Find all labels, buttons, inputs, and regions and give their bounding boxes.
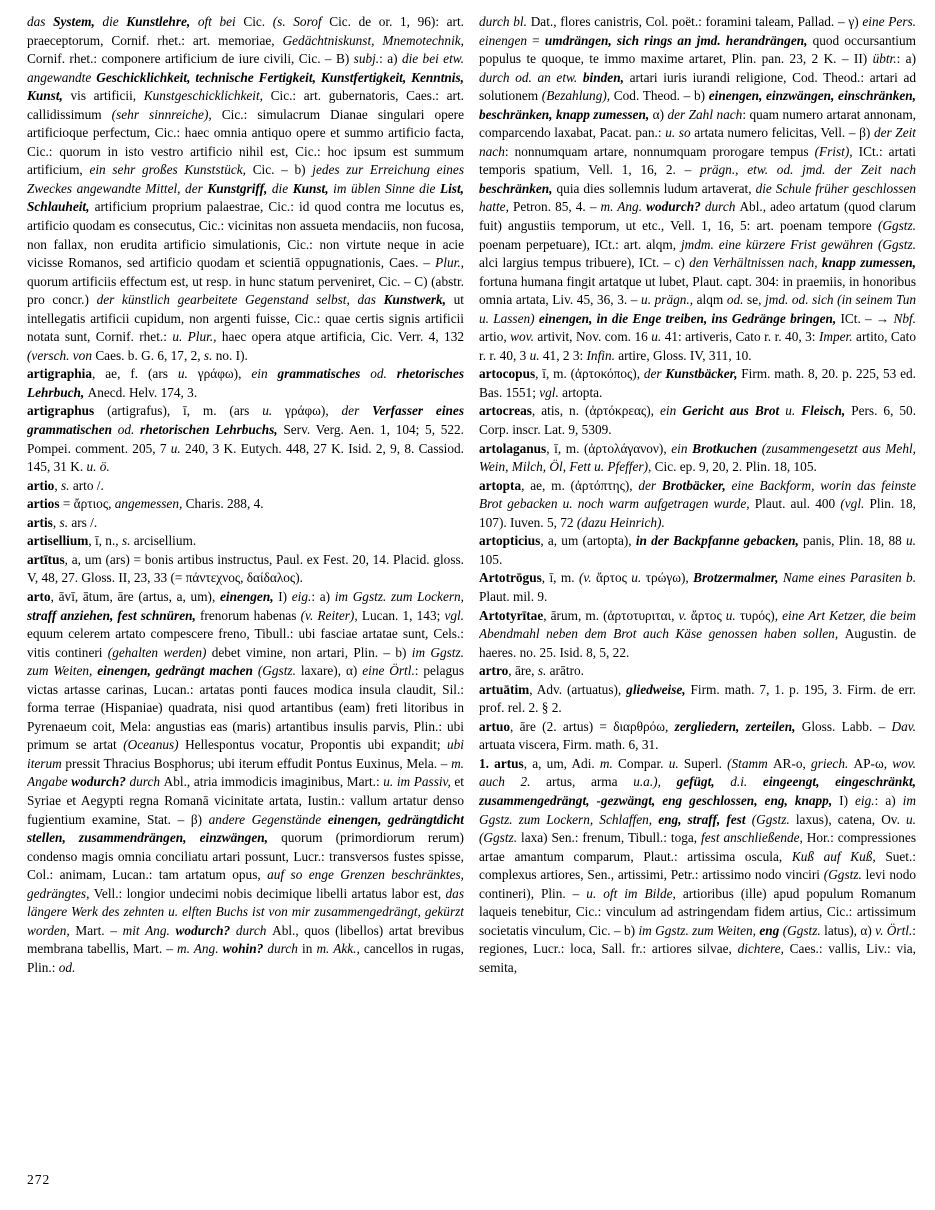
entry-artro: artro, āre, s. arātro. bbox=[479, 663, 584, 679]
entry-1-artus: 1. artus, a, um, Adi. m. Compar. u. Superl. (Stamm AR-o, griech. AP-ω, wov. auch 2. artus, arma u.a.), gefügt, d.i. eingeengt, eingeschränkt, zusammengedrängt, -gezwängt, eng geschlossen, eng, knapp, I) eig.: a) im Ggstz. zum Lockern, Schlaffen, eng, straff, fest (Ggstz. laxus), catena, Ov. u. (Ggstz. laxa) Sen.: frenum, Tibull.: toga, fest anschließende, Hor.: compressiones artae amantum comparum, Plaut.: artissima oscula, Kuß auf Kuß, Suet.: complexus artiores, Sen., artissimi, Petr.: artissimo nodo vinciri (Ggstz. levi nodo contineri), Plin. – u. oft im Bilde, artioribus (ille) apud populum Romanum laqueis tenebitur, Cic.: vinculum ad astringendam fidem artius, Cic.: artissimum societatis vinculum, Cic. – b) im Ggstz. zum Weiten, eng (Ggstz. latus), α) v. Örtl.: regiones, Lucr.: loca, Sall. fr.: artiores silvae, dichtere, Caes.: vallis, Liv.: via, semita, bbox=[479, 755, 916, 975]
entry-artuatim: artuātim, Adv. (artuatus), gliedweise, Firm. math. 7, 1. p. 195, 3. Firm. de err. prof. rel. 2. § 2. bbox=[479, 681, 916, 716]
entry-arto-continuation: durch bl. Dat., flores canistris, Col. poët.: foramini taleam, Pallad. – γ) eine Pers. einengen = umdrängen, sich rings an jmd. herandrängen, quod occursantium populus te quoque, te immo maxime artaret, Plin. pan. 23, 2 K. – II) übtr.: a) durch od. an etw. binden, artari iuris iurandi religione, Cod. Theod.: artari ad solutionem (Bezahlung), Cod. Theod. – b) einengen, einzwängen, einschränken, beschränken, knapp zumessen, α) der Zahl nach: quam numero artarat annonam, comparcendo laxabat, Pacat. pan.: u. so artata numero felicitas, Vell. – β) der Zeit nach: nonnumquam artare, nonnumquam prorogare tempus (Frist), ICt.: artati temporis spatium, Vell. 1, 16, 2. – prägn., etw. od. jmd. der Zeit nach beschränken, quia dies sollemnis ludum artaverat, die Schule früher geschlossen hatte, Petron. 85, 4. – m. Ang. wodurch? durch Abl., adeo artatum (quod clarum fuit) angustiis temporum, ut etc., Vell. 1, 16, 5: art. poenam tempore (Ggstz. poenam perpetuare), ICt.: art. alqm, jmdm. eine kürzere Frist gewähren (Ggstz. alci largius tempus tribuere), ICt. – c) den Verhältnissen nach, knapp zumessen, fortuna humana fingit artatque ut lubet, Plaut. capt. 304: in praemiis, in honoribus omnia artata, Liv. 45, 36, 3. – u. prägn., alqm od. se, jmd. od. sich (in seinem Tun u. Lassen) einengen, in die Enge treiben, ins Gedränge bringen, ICt. – → Nbf. artio, wov. artivit, Nov. com. 16 u. 41: artiveris, Cato r. r. 40, 3: Imper. artito, Cato r. r. 40, 3 u. 41, 2 3: Infin. artire, Gloss. IV, 311, 10. bbox=[479, 14, 916, 363]
entry-artopticius: artopticius, a, um (artopta), in der Backpfanne gebacken, panis, Plin. 18, 88 u. 105. bbox=[479, 533, 916, 567]
entry-artotyritae: Artotyrītae, ārum, m. (ἀρτοτυριται, v. ἄρτος u. τυρός), eine Art Ketzer, die beim Abendmahl neben dem Brot auch Käse genossen haben sollen, Augustin. de haeres. no. 25. Isid. 8, 5, 22. bbox=[479, 607, 916, 660]
page-number: 272 bbox=[27, 1172, 51, 1187]
entry-artuo: artuo, āre (2. artus) = διαρθρόω, zergliedern, zerteilen, Gloss. Labb. – Dav. artuata viscera, Firm. math. 6, 31. bbox=[479, 718, 916, 753]
entry-artios: artios = ἄρτιος, angemessen, Charis. 288, 4. bbox=[27, 496, 264, 512]
entry-artitus: artītus, a, um (ars) = bonis artibus instructus, Paul. ex Fest. 20, 14. Placid. gloss. V, 48, 27. Gloss. II, 23, 33 (= πάντεχνος, δαίδαλος). bbox=[27, 551, 464, 586]
entry-artio: artio, s. arto /. bbox=[27, 477, 104, 493]
entry-artotrogus: Artotrōgus, ī, m. (v. ἄρτος u. τρώγω), Brotzermalmer, Name eines Parasiten b. Plaut. mil. 9. bbox=[479, 570, 916, 604]
entry-artopta: artopta, ae, m. (ἀρτόπτης), der Brotbäcker, eine Backform, worin das feinste Brot gebacken u. noch warm aufgetragen wurde, Plaut. aul. 400 (vgl. Plin. 18, 107). Iuven. 5, 72 (dazu Heinrich). bbox=[479, 477, 916, 530]
entry-arto: arto, āvī, ātum, āre (artus, a, um), einengen, I) eig.: a) im Ggstz. zum Lockern, straff anziehen, fest schnüren, frenorum habenas (v. Reiter), Lucan. 1, 143; vgl. equum celerem artato compescere freno, Tibull.: ubi fasciae artatae sunt, Cels.: vitis contineri (gehalten werden) debet vimine, non artari, Plin. – b) im Ggstz. zum Weiten, einengen, gedrängt machen (Ggstz. laxare), α) eine Örtl.: pelagus victas artasse carinas, Lucan.: artatas ponti fauces modica insula claudit, Sil.: forma terrae (Hispaniae) quadrata, nisi quod artantibus (eam) freti litoribus in Pyrenaeum coit, Mela: angustias eas (maris) artantibus insulis parvis, Plin.: ubi primum se artat (Oceanus) Hellespontus vocatur, Propontis ubi expandit; ubi iterum pressit Thracius Bosphorus; ubi iterum effudit Pontus Euxinus, Mela. – m. Angabe wodurch? durch Abl., atria immodicis imaginibus, Mart.: u. im Passiv, et Syriae et Aegypti regna Romanā vicinitate artata, Iustin.: vallum artatur denso fugientium examine, Stat. – β) andere Gegenstände einengen, gedrängtdicht stellen, zusammendrängen, einzwängen, quorum (primordiorum rerum) condenso magis omnia conciliatu artari possunt, Lucr.: transversos fustes spisse, Col.: animam, Lucan.: tam artatum opus, auf so enge Grenzen beschränktes, gedrängtes, Vell.: longior undecimi nobis decimique libelli artatus labor est, das längere Werk des zehnten u. elften Buchs ist von mir zusammengedrängt, gekürzt worden, Mart. – mit Ang. wodurch? durch Abl., quos (libellos) artat brevibus membrana tabellis, Mart. – m. Ang. wohin? durch in m. Akk., cancellos in rugas, Plin.: od. bbox=[27, 588, 464, 975]
entry-artificium-continuation: das System, die Kunstlehre, oft bei Cic. (s. Sorof Cic. de or. 1, 96): art. praeceptorum, Cornif. rhet.: art. memoriae, Gedächtniskunst, Mnemotechnik, Cornif. rhet.: componere artificium de iure civili, Cic. – B) subj.: a) die bei etw. angewandte Geschicklichkeit, technische Fertigkeit, Kunstfertigkeit, Kenntnis, Kunst, vis artificii, Kunstgeschicklichkeit, Cic.: art. gubernatoris, Caes.: art. callidissimum (sehr sinnreiche), Cic.: simulacrum Dianae singulari opere artificioque perfectum, Cic.: haec omnia antiquo opere et summo artificio facta, Cic.: quorum in isto vestro artificio nihil est, Cic.: hoc ipsum est summum artificium, ein sehr großes Kunststück, Cic. – b) jedes zur Erreichung eines Zweckes angewandte Mittel, der Kunstgriff, die Kunst, im üblen Sinne die List, Schlauheit, artificium proprium palaestrae, Cic.: id quod contra me locutus es, artificio quodam es consecutus, Cic.: vicinitas non assueta mendaciis, non fucosa, non fallax, non erudita artificio simulationis, Cic.: non virtute neque in acie vicisse Romanos, sed artificio quodam et scientiā oppugnationis, Caes. – Plur., quorum artificiis effectum est, ut resp. in hunc statum perveniret, Cic. – C) (abstr. pro concr.) der künstlich gearbeitete Gegenstand selbst, das Kunstwerk, ut intellegatis artificii cupidum, non argenti fuisse, Cic.: quae certis signis artificii notata sunt, Cornif. rhet.: u. Plur., haec opera atque artificia, Cic. Verr. 4, 132 (versch. von Caes. b. G. 6, 17, 2, s. no. I). bbox=[27, 14, 464, 363]
entry-artolaganus: artolaganus, ī, m. (ἀρτολάγανον), ein Brotkuchen (zusammengesetzt aus Mehl, Wein, Milch, Öl, Fett u. Pfeffer), Cic. ep. 9, 20, 2. Plin. 18, 105. bbox=[479, 440, 916, 475]
entry-artocopus: artocopus, ī, m. (ἀρτοκόπος), der Kunstbäcker, Firm. math. 8, 20. p. 225, 53 ed. Bas. 1551; vgl. artopta. bbox=[479, 366, 916, 400]
entry-artisellium: artisellium, ī, n., s. arcisellium. bbox=[27, 533, 197, 549]
entry-artigraphus: artigraphus (artigrafus), ī, m. (ars u. γράφω), der Verfasser eines grammatischen od. rhetorischen Lehrbuchs, Serv. Verg. Aen. 1, 104; 5, 522. Pompei. comment. 205, 7 u. 240, 3 K. Eutych. 448, 27 K. Isid. 2, 9, 8. Cassiod. 145, 31 K. u. ö. bbox=[27, 403, 464, 475]
left-column bbox=[27, 13, 464, 1155]
entry-artocreas: artocreas, atis, n. (ἀρτόκρεας), ein Gericht aus Brot u. Fleisch, Pers. 6, 50. Corp. inscr. Lat. 9, 5309. bbox=[479, 403, 916, 438]
entry-artigraphia: artigraphia, ae, f. (ars u. γράφω), ein grammatisches od. rhetorisches Lehrbuch, Anecd. Helv. 174, 3. bbox=[27, 366, 464, 400]
right-column bbox=[479, 13, 916, 1155]
entry-artis: artis, s. ars /. bbox=[27, 514, 98, 530]
